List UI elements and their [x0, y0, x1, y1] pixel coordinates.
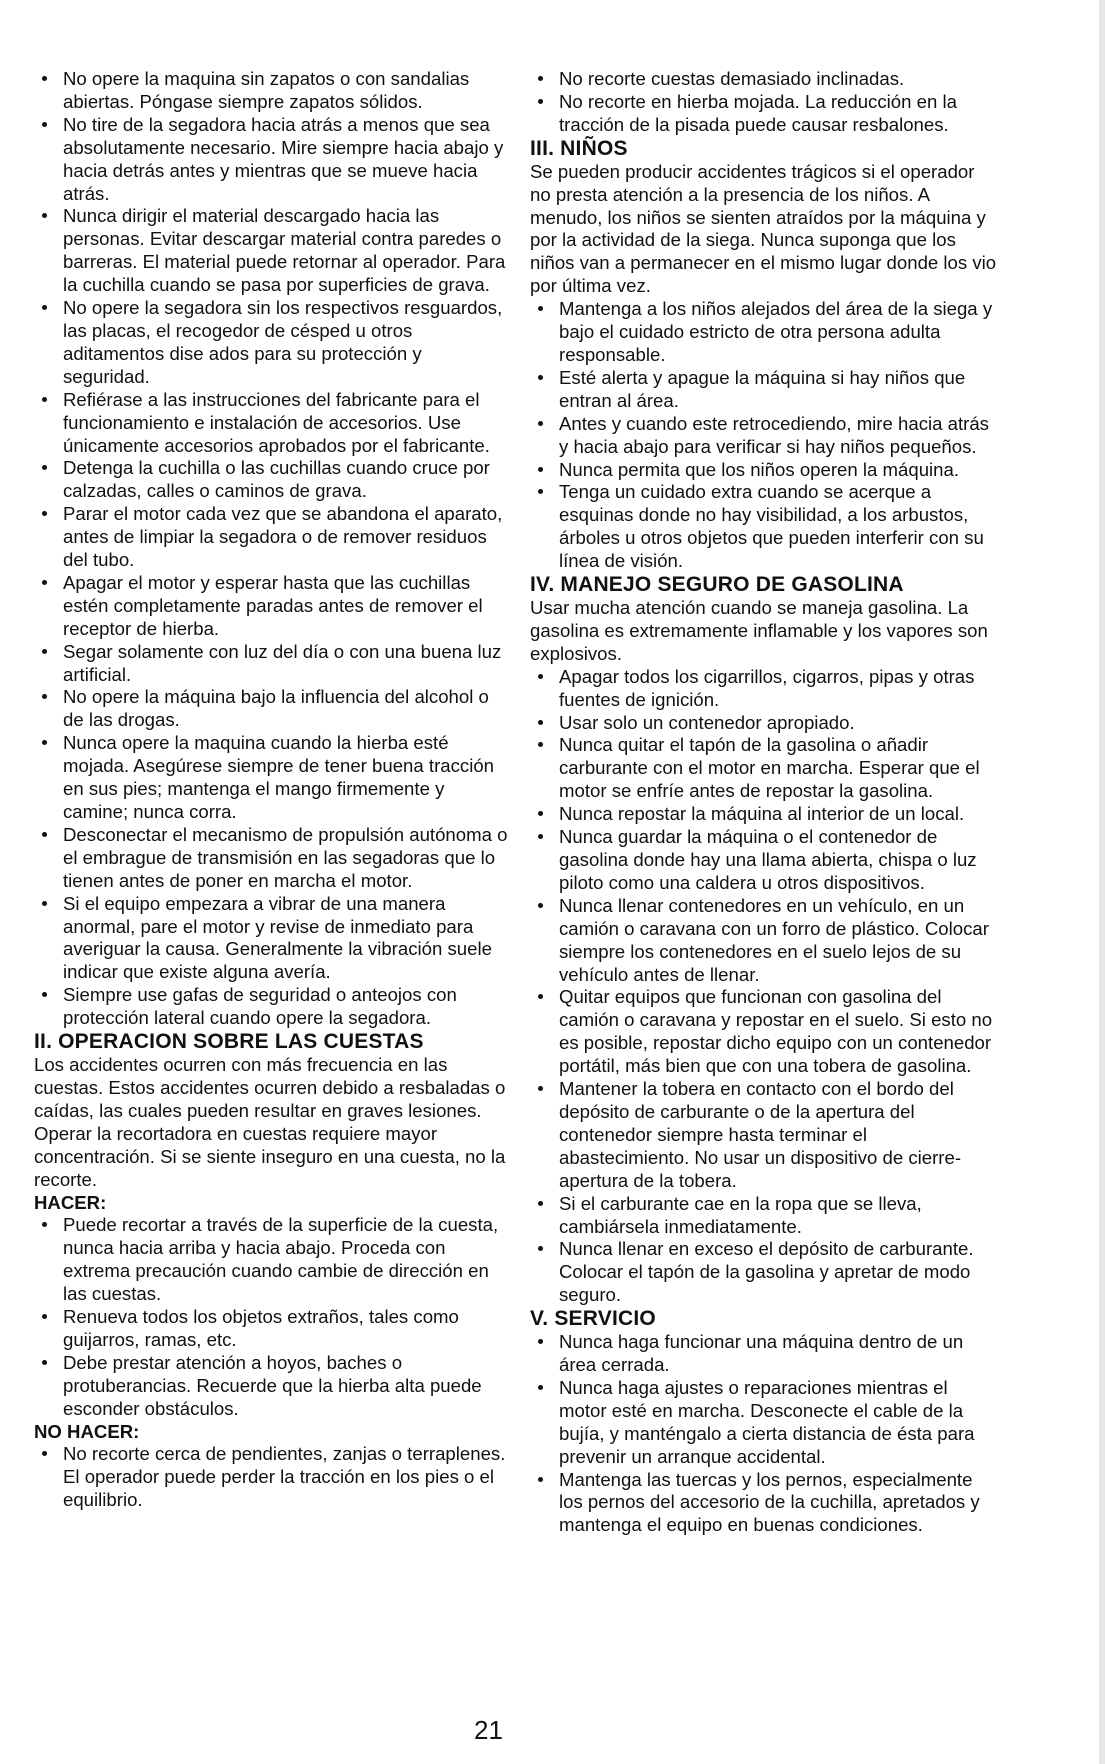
bullet-icon — [42, 740, 47, 745]
bullet-icon — [42, 397, 47, 402]
general-safety-list — [34, 68, 512, 1030]
bullet-icon — [538, 674, 543, 679]
left-column — [34, 68, 512, 1512]
section-intro-fuel: Usar mucha atención cuando se maneja gasolina. La gasolina es extremamente inflamable y los vapores son explosivos. — [530, 597, 988, 664]
bullet-icon — [538, 1086, 543, 1091]
bullet-icon — [42, 305, 47, 310]
dont-heading: NO HACER: — [34, 1420, 140, 1442]
list-item: No tire de la segadora hacia atrás a menos que sea absolutamente necesario. Mire siempre hacia abajo y hacia detrás antes y mientras que se mueve hacia atrás. — [34, 114, 512, 206]
list-item: Puede recortar a través de la superficie de la cuesta, nunca hacia arriba y hacia abajo. Proceda con extrema precaución cuando cambie de dirección en las cuestas. — [34, 1214, 512, 1306]
section-intro-children: Se pueden producir accidentes trágicos si el operador no presta atención a la presencia de los niños. A menudo, los niños se sienten atraídos por la máquina y por la actividad de la siega. Nunca suponga que los niños van a permanecer en el mismo lugar donde los vio por última vez. — [530, 160, 997, 297]
do-heading: HACER: — [34, 1191, 107, 1213]
bullet-icon — [538, 1477, 543, 1482]
list-item: No recorte cerca de pendientes, zanjas o terraplenes. El operador puede perder la tracción en los pies o el equilibrio. — [34, 1443, 512, 1512]
list-item: Quitar equipos que funcionan con gasolina del camión o caravana y repostar en el suelo. Si esto no es posible, repostar dicho equipo con un contenedor portátil, más bien que con una tobera de gasolina. — [530, 986, 1000, 1078]
list-item: No opere la máquina bajo la influencia del alcohol o de las drogas. — [34, 686, 512, 732]
bullet-icon — [42, 832, 47, 837]
list-item: Mantener la tobera en contacto con el bordo del depósito de carburante o de la apertura del contenedor siempre hasta terminar el abastecimiento. No usar un dispositivo de cierre-apertura de la tobera. — [530, 1078, 1000, 1193]
bullet-icon — [42, 213, 47, 218]
bullet-icon — [42, 1451, 47, 1456]
bullet-icon — [538, 1385, 543, 1390]
bullet-icon — [42, 1314, 47, 1319]
list-item: Renueva todos los objetos extraños, tales como guijarros, ramas, etc. — [34, 1306, 512, 1352]
list-item: Nunca opere la maquina cuando la hierba esté mojada. Asegúrese siempre de tener buena tracción en sus pies; mantenga el mango firmemente y camine; nunca corra. — [34, 732, 512, 824]
bullet-icon — [538, 421, 543, 426]
list-item: Apagar el motor y esperar hasta que las cuchillas estén completamente paradas antes de remover el receptor de hierba. — [34, 572, 512, 641]
list-item: Debe prestar atención a hoyos, baches o protuberancias. Recuerde que la hierba alta puede esconder obstáculos. — [34, 1352, 512, 1421]
list-item: Nunca quitar el tapón de la gasolina o añadir carburante con el motor en marcha. Esperar que el motor se enfríe antes de repostar la gasolina. — [530, 734, 1000, 803]
bullet-icon — [42, 465, 47, 470]
list-item: Nunca haga funcionar una máquina dentro de un área cerrada. — [530, 1331, 1000, 1377]
list-item: Antes y cuando este retrocediendo, mire hacia atrás y hacia abajo para verificar si hay niños pequeños. — [530, 413, 1000, 459]
section-heading-children: III. NIÑOS — [530, 136, 628, 160]
bullet-icon — [42, 901, 47, 906]
bullet-icon — [42, 649, 47, 654]
bullet-icon — [538, 1246, 543, 1251]
list-item: Nunca permita que los niños operen la máquina. — [530, 459, 1000, 482]
list-item: Refiérase a las instrucciones del fabricante para el funcionamiento e instalación de accesorios. Use únicamente accesorios aprobados por el fabricante. — [34, 389, 512, 458]
list-item: Esté alerta y apague la máquina si hay niños que entran al área. — [530, 367, 1000, 413]
service-list — [530, 1331, 1000, 1537]
bullet-icon — [42, 511, 47, 516]
list-item: Siempre use gafas de seguridad o anteojos con protección lateral cuando opere la segadora. — [34, 984, 512, 1030]
list-item: Usar solo un contenedor apropiado. — [530, 712, 1000, 735]
page-edge — [1099, 0, 1105, 1764]
section-heading-slopes: II. OPERACION SOBRE LAS CUESTAS — [34, 1030, 424, 1054]
list-item: Nunca dirigir el material descargado hacia las personas. Evitar descargar material contra paredes o barreras. El material puede retornar al operador. Para la cuchilla cuando se pasa por superficies de grava. — [34, 205, 512, 297]
right-column — [530, 68, 1000, 1537]
bullet-icon — [538, 467, 543, 472]
list-item: Detenga la cuchilla o las cuchillas cuando cruce por calzadas, calles o caminos de grava. — [34, 457, 512, 503]
bullet-icon — [538, 834, 543, 839]
children-list — [530, 298, 1000, 573]
bullet-icon — [538, 1339, 543, 1344]
list-item: No opere la maquina sin zapatos o con sandalias abiertas. Póngase siempre zapatos sólidos. — [34, 68, 512, 114]
list-item: Nunca repostar la máquina al interior de un local. — [530, 803, 1000, 826]
list-item: Nunca guardar la máquina o el contenedor de gasolina donde hay una llama abierta, chispa o luz piloto como una caldera u otros dispositivos. — [530, 826, 1000, 895]
bullet-icon — [42, 992, 47, 997]
page-number: 21 — [474, 1715, 503, 1745]
bullet-icon — [42, 76, 47, 81]
bullet-icon — [42, 580, 47, 585]
section-intro-slopes: Los accidentes ocurren con más frecuencia en las cuestas. Estos accidentes ocurren debido a resbaladas o caídas, las cuales pueden resultar en graves lesiones. Operar la recortadora en cuestas requiere mayor concentración. Si se siente inseguro en una cuesta, no la recorte. — [34, 1054, 506, 1190]
dont-list — [34, 1443, 512, 1512]
list-item: Si el equipo empezara a vibrar de una manera anormal, pare el motor y revise de inmediato para averiguar la causa. Generalmente la vibración suele indicar que existe alguna avería. — [34, 893, 512, 985]
bullet-icon — [538, 306, 543, 311]
list-item: Nunca llenar contenedores en un vehículo, en un camión o caravana con un forro de plástico. Colocar siempre los contenedores en el suelo lejos de su vehículo antes de llenar. — [530, 895, 1000, 987]
list-item: Mantenga las tuercas y los pernos, especialmente los pernos del accesorio de la cuchilla, apretados y mantenga el equipo en buenas condiciones. — [530, 1469, 1000, 1538]
bullet-icon — [42, 122, 47, 127]
bullet-icon — [538, 811, 543, 816]
bullet-icon — [538, 375, 543, 380]
list-item: Si el carburante cae en la ropa que se lleva, cambiársela inmediatamente. — [530, 1193, 1000, 1239]
bullet-icon — [538, 76, 543, 81]
list-item: Apagar todos los cigarrillos, cigarros, pipas y otras fuentes de ignición. — [530, 666, 1000, 712]
list-item: Parar el motor cada vez que se abandona el aparato, antes de limpiar la segadora o de remover residuos del tubo. — [34, 503, 512, 572]
bullet-icon — [538, 742, 543, 747]
bullet-icon — [538, 99, 543, 104]
section-heading-service: V. SERVICIO — [530, 1307, 656, 1331]
list-item: Tenga un cuidado extra cuando se acerque a esquinas donde no hay visibilidad, a los arbustos, árboles u otros objetos que pueden interferir con su línea de visión. — [530, 481, 1000, 573]
list-item: No recorte en hierba mojada. La reducción en la tracción de la pisada puede causar resbalones. — [530, 91, 1000, 137]
bullet-icon — [538, 720, 543, 725]
list-item: Segar solamente con luz del día o con una buena luz artificial. — [34, 641, 512, 687]
list-item: No opere la segadora sin los respectivos resguardos, las placas, el recogedor de césped u otros aditamentos dise ados para su protección y seguridad. — [34, 297, 512, 389]
bullet-icon — [538, 1201, 543, 1206]
bullet-icon — [538, 489, 543, 494]
bullet-icon — [538, 903, 543, 908]
bullet-icon — [538, 994, 543, 999]
list-item: Nunca llenar en exceso el depósito de carburante. Colocar el tapón de la gasolina y apretar de modo seguro. — [530, 1238, 1000, 1307]
do-list — [34, 1214, 512, 1420]
list-item: Nunca haga ajustes o reparaciones mientras el motor esté en marcha. Desconecte el cable de la bujía, y manténgalo a cierta distancia de ésta para prevenir un arranque accidental. — [530, 1377, 1000, 1469]
bullet-icon — [42, 1222, 47, 1227]
bullet-icon — [42, 694, 47, 699]
list-item: Mantenga a los niños alejados del área de la siega y bajo el cuidado estricto de otra persona adulta responsable. — [530, 298, 1000, 367]
bullet-icon — [42, 1360, 47, 1365]
list-item: No recorte cuestas demasiado inclinadas. — [530, 68, 1000, 91]
fuel-list — [530, 666, 1000, 1307]
slope-dont-continued-list — [530, 68, 1000, 137]
list-item: Desconectar el mecanismo de propulsión autónoma o el embrague de transmisión en las segadoras que lo tienen antes de poner en marcha el motor. — [34, 824, 512, 893]
section-heading-fuel: IV. MANEJO SEGURO DE GASOLINA — [530, 573, 904, 597]
